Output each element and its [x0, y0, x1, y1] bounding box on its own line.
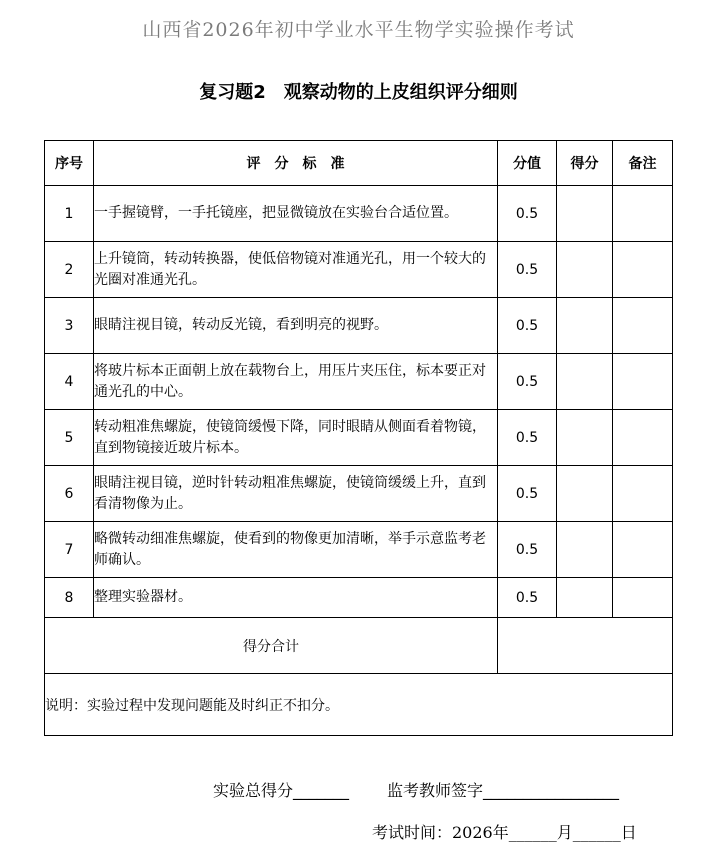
- exam-header: 山西省2026年初中学业水平生物学实验操作考试: [142, 19, 575, 41]
- header-no: 序号: [45, 141, 94, 186]
- page-title: 复习题2 观察动物的上皮组织评分细则: [199, 82, 518, 103]
- row-points: 0.5: [498, 186, 557, 242]
- row-remarks-cell[interactable]: [613, 466, 673, 522]
- row-score-cell[interactable]: [557, 522, 613, 578]
- footer-score-signature: [213, 778, 619, 801]
- scoring-table: [44, 140, 673, 736]
- row-remarks-cell[interactable]: [613, 354, 673, 410]
- row-points: 0.5: [498, 410, 557, 466]
- row-points: 0.5: [498, 242, 557, 298]
- table-row: [45, 186, 673, 242]
- table-row: [45, 298, 673, 354]
- total-score-cell[interactable]: [498, 618, 673, 674]
- row-remarks-cell[interactable]: [613, 522, 673, 578]
- row-criteria: 整理实验器材。: [94, 578, 498, 618]
- row-number: 3: [45, 298, 94, 354]
- row-number: 6: [45, 466, 94, 522]
- table-row: [45, 578, 673, 618]
- note-row: [45, 674, 673, 736]
- row-number: 5: [45, 410, 94, 466]
- table-row: [45, 242, 673, 298]
- table-row: [45, 410, 673, 466]
- header-points: 分值: [498, 141, 557, 186]
- row-criteria: 转动粗准焦螺旋，使镜筒缓慢下降，同时眼睛从侧面看着物镜，直到物镜接近玻片标本。: [94, 410, 498, 466]
- row-points: 0.5: [498, 298, 557, 354]
- row-remarks-cell[interactable]: [613, 242, 673, 298]
- row-points: 0.5: [498, 578, 557, 618]
- total-label: 得分合计: [45, 618, 498, 674]
- row-points: 0.5: [498, 466, 557, 522]
- row-criteria: 上升镜筒，转动转换器，使低倍物镜对准通光孔，用一个较大的光圈对准通光孔。: [94, 242, 498, 298]
- note-text: 说明：实验过程中发现问题能及时纠正不扣分。: [45, 674, 673, 736]
- header-remarks: 备注: [613, 141, 673, 186]
- total-score-field[interactable]: 实验总得分_______: [213, 781, 350, 800]
- row-score-cell[interactable]: [557, 578, 613, 618]
- row-criteria: 一手握镜臂，一手托镜座，把显微镜放在实验台合适位置。: [94, 186, 498, 242]
- row-criteria: 略微转动细准焦螺旋，使看到的物像更加清晰，举手示意监考老师确认。: [94, 522, 498, 578]
- row-remarks-cell[interactable]: [613, 410, 673, 466]
- row-points: 0.5: [498, 354, 557, 410]
- row-points: 0.5: [498, 522, 557, 578]
- row-number: 7: [45, 522, 94, 578]
- row-score-cell[interactable]: [557, 410, 613, 466]
- header-criteria: 评 分 标 准: [94, 141, 498, 186]
- row-score-cell[interactable]: [557, 298, 613, 354]
- table-row: [45, 354, 673, 410]
- row-number: 8: [45, 578, 94, 618]
- total-row: [45, 618, 673, 674]
- signature-field[interactable]: 监考教师签字_________________: [387, 781, 620, 800]
- row-remarks-cell[interactable]: [613, 186, 673, 242]
- row-score-cell[interactable]: [557, 466, 613, 522]
- row-criteria: 眼睛注视目镜，转动反光镜，看到明亮的视野。: [94, 298, 498, 354]
- row-number: 1: [45, 186, 94, 242]
- table-row: [45, 522, 673, 578]
- row-criteria: 将玻片标本正面朝上放在载物台上，用压片夹压住，标本要正对通光孔的中心。: [94, 354, 498, 410]
- row-score-cell[interactable]: [557, 242, 613, 298]
- row-criteria: 眼睛注视目镜，逆时针转动粗准焦螺旋，使镜筒缓缓上升，直到看清物像为止。: [94, 466, 498, 522]
- row-remarks-cell[interactable]: [613, 298, 673, 354]
- row-number: 4: [45, 354, 94, 410]
- row-score-cell[interactable]: [557, 186, 613, 242]
- header-score: 得分: [557, 141, 613, 186]
- exam-date-field[interactable]: 考试时间：2026年______月______日: [372, 823, 637, 842]
- table-row: [45, 466, 673, 522]
- row-number: 2: [45, 242, 94, 298]
- row-score-cell[interactable]: [557, 354, 613, 410]
- row-remarks-cell[interactable]: [613, 578, 673, 618]
- table-header-row: [45, 141, 673, 186]
